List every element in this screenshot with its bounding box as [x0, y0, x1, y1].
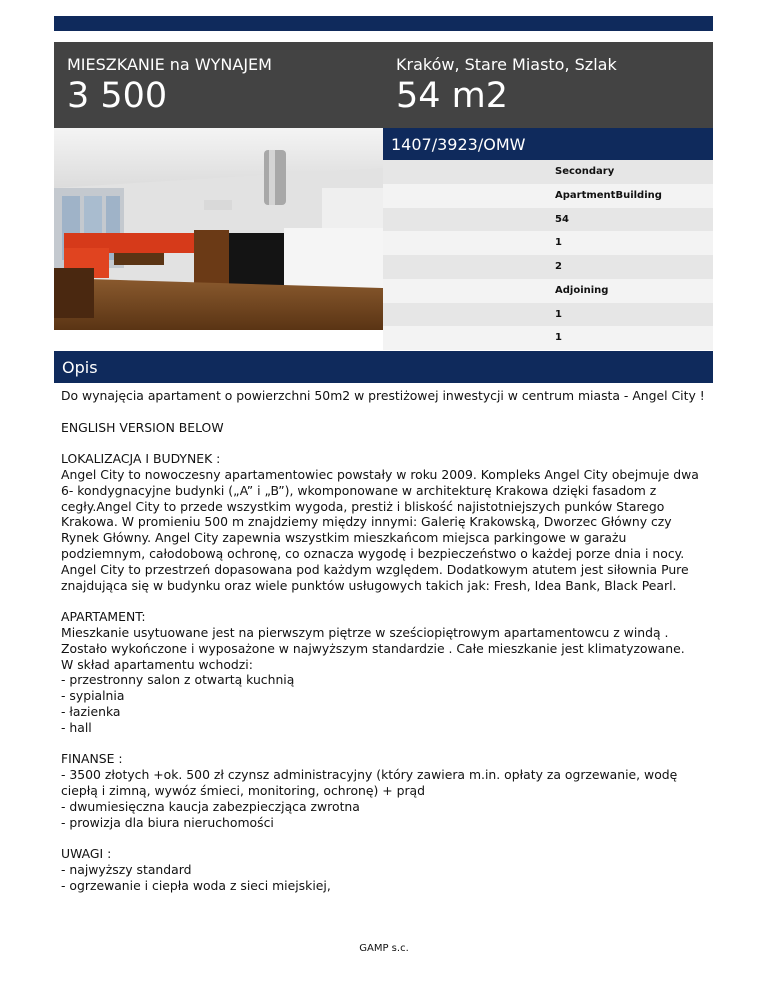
listing-type: MIESZKANIE na WYNAJEM	[67, 55, 272, 74]
detail-value: Secondary	[383, 160, 713, 184]
apartment-photo	[54, 128, 383, 330]
detail-value: 1	[383, 326, 713, 350]
text-line: - dwumiesięczna kaucja zabezpieczjąca zwrotna	[61, 798, 360, 814]
text-line: - hall	[61, 719, 92, 735]
text-line: LOKALIZACJA I BUDYNEK :	[61, 451, 221, 467]
description-location	[61, 451, 711, 593]
listing-area: 54 m2	[396, 76, 509, 116]
listing-location: Kraków, Stare Miasto, Szlak	[396, 55, 617, 74]
description-notes	[61, 846, 711, 893]
detail-value: 2	[383, 255, 713, 279]
detail-value: ApartmentBuilding	[383, 184, 713, 208]
description-finance	[61, 751, 711, 830]
description-intro: Do wynajęcia apartament o powierzchni 50m2 w prestiżowej inwestycji w centrum miasta - Angel City !	[61, 388, 705, 403]
detail-value: 1	[383, 303, 713, 327]
detail-value: 54	[383, 208, 713, 232]
details-table	[383, 160, 713, 350]
text-line: W skład apartamentu wchodzi:	[61, 656, 253, 672]
text-line: Mieszkanie usytuowane jest na pierwszym piętrze w sześciopiętrowym apartamentowcu z windą . Zostało wykończone i wyposażone w najwyższym standardzie . Całe mieszkanie jest klimatyzowane.	[61, 624, 685, 656]
reference-number: 1407/3923/OMW	[383, 128, 713, 160]
text-line: - prowizja dla biura nieruchomości	[61, 814, 274, 830]
description-english-note: ENGLISH VERSION BELOW	[61, 419, 224, 435]
description-apartment	[61, 609, 711, 735]
detail-value: 1	[383, 231, 713, 255]
text-line: APARTAMENT:	[61, 609, 146, 625]
listing-price: 3 500	[67, 76, 168, 116]
section-title: Opis	[54, 351, 713, 383]
text-line: - łazienka	[61, 703, 121, 719]
listing-header	[54, 42, 713, 128]
text-line: - najwyższy standard	[61, 861, 192, 877]
text-line: - przestronny salon z otwartą kuchnią	[61, 672, 295, 688]
text-line: - sypialnia	[61, 688, 125, 704]
text-line: UWAGI :	[61, 846, 112, 862]
text-line: - 3500 złotych +ok. 500 zł czynsz administracyjny (który zawiera m.in. opłaty za ogrzewanie, wodę ciepłą i zimną, wywóz śmieci, monitoring, ochronę) + prąd	[61, 767, 678, 798]
text-line: - ogrzewanie i ciepła woda z sieci miejskiej,	[61, 877, 331, 893]
text-line: FINANSE :	[61, 751, 123, 767]
top-accent-bar	[54, 16, 713, 31]
footer-company: GAMP s.c.	[359, 943, 409, 954]
text-line: Angel City to nowoczesny apartamentowiec powstały w roku 2009. Kompleks Angel City obejmuje dwa 6- kondygnacyjne budynki („A” i „B”), wkomponowane w architekturę Krakowa dzięki fasadom z cegły.Angel City to przede wszystkim wygoda, prestiż i bliskość najistotniejszych punków Starego Krakowa. W promieniu 500 m znajdziemy między innymi: Galerię Krakowską, Dworzec Główny czy Rynek Główny. Angel City zapewnia wszystkim mieszkańcom miejsca parkingowe w garażu podziemnym, całodobową ochronę, co oznacza wygodę i bezpieczeństwo o każdej porze dnia i nocy. Angel City to przestrzeń dopasowana pod każdym względem. Dodatkowym atutem jest siłownia Pure znajdująca się w budynku oraz wiele punktów usługowych takich jak: Fresh, Idea Bank, Black Pearl.	[61, 466, 699, 593]
detail-value: Adjoining	[383, 279, 713, 303]
description	[61, 388, 711, 909]
